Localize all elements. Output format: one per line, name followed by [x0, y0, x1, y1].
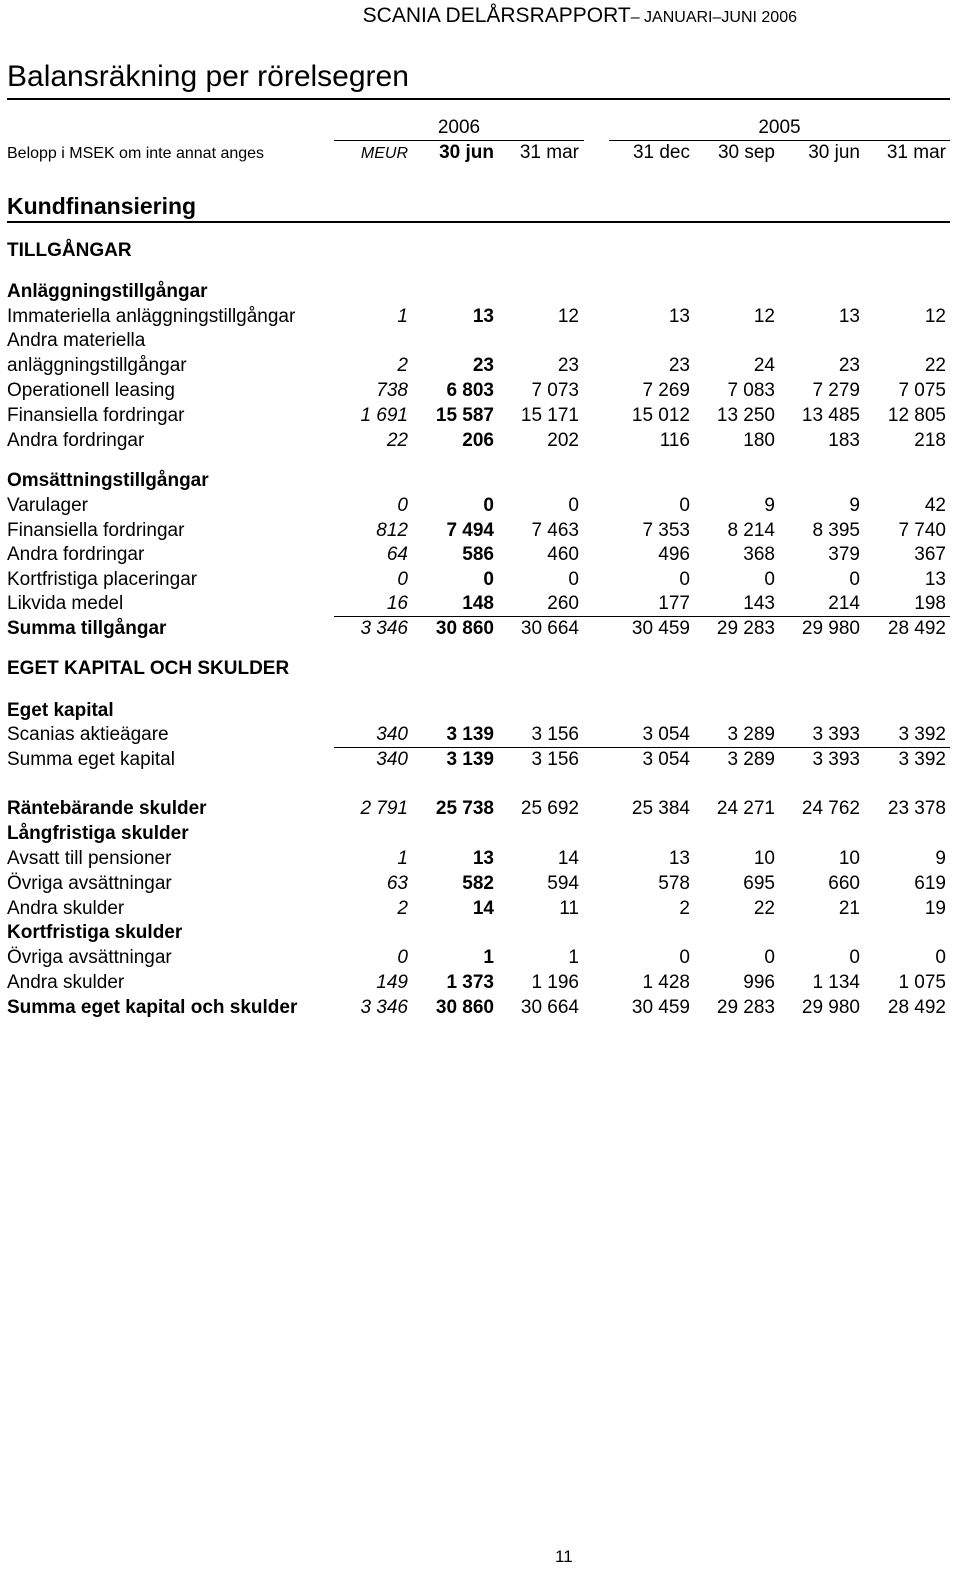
cell-value: 21 — [838, 898, 860, 919]
table-row — [0, 724, 960, 748]
cell-value: 13 — [472, 848, 494, 869]
row-label: Avsatt till pensioner — [7, 848, 172, 869]
table-row — [0, 330, 960, 354]
column-header-31mar-2005: 31 mar — [886, 142, 946, 163]
row-label: Andra fordringar — [7, 544, 145, 565]
cell-value: 0 — [849, 947, 860, 968]
cell-value: 0 — [483, 495, 494, 516]
cell-value: 7 075 — [898, 380, 946, 401]
cell-value: 3 392 — [898, 749, 946, 770]
cell-value: 183 — [828, 430, 860, 451]
cell-value: 0 — [764, 947, 775, 968]
column-header-30sep-2005: 30 sep — [717, 142, 775, 163]
row-label: Summa eget kapital — [7, 749, 175, 770]
row-label: Långfristiga skulder — [7, 823, 189, 844]
cell-value: 12 805 — [887, 405, 946, 426]
cell-value: 738 — [376, 380, 408, 401]
cell-value: 7 279 — [812, 380, 860, 401]
report-title: SCANIA DELÅRSRAPPORT — [362, 4, 631, 27]
cell-value: 0 — [679, 947, 690, 968]
column-header-30jun-2006: 30 jun — [439, 142, 494, 163]
cell-value: 3 139 — [446, 749, 494, 770]
row-label: Finansiella fordringar — [7, 520, 185, 541]
row-heading — [0, 700, 960, 724]
cell-value: 12 — [557, 306, 579, 327]
cell-value: 2 — [679, 898, 690, 919]
cell-value: 0 — [679, 495, 690, 516]
table-row — [0, 798, 960, 822]
cell-value: 660 — [828, 873, 860, 894]
cell-value: 12 — [753, 306, 775, 327]
table-row — [0, 430, 960, 454]
row-heading — [0, 470, 960, 494]
row-label: Andra materiella — [7, 330, 146, 351]
cell-value: 23 — [668, 355, 690, 376]
row-label: Immateriella anläggningstillgångar — [7, 306, 296, 327]
cell-value: 202 — [547, 430, 579, 451]
cell-value: 23 — [472, 355, 494, 376]
cell-value: 23 — [838, 355, 860, 376]
title-divider — [7, 98, 950, 100]
cell-value: 23 — [557, 355, 579, 376]
cell-value: 8 214 — [727, 520, 775, 541]
cell-value: 496 — [658, 544, 690, 565]
cell-value: 3 393 — [812, 724, 860, 745]
row-label: Omsättningstillgångar — [7, 470, 209, 491]
row-heading — [0, 823, 960, 847]
cell-value: 3 392 — [898, 724, 946, 745]
cell-value: 30 459 — [631, 997, 690, 1018]
cell-value: 3 346 — [360, 997, 408, 1018]
cell-value: 3 139 — [446, 724, 494, 745]
cell-value: 29 283 — [716, 997, 775, 1018]
cell-value: 1 — [397, 306, 408, 327]
cell-value: 0 — [397, 569, 408, 590]
cell-value: 28 492 — [887, 618, 946, 639]
cell-value: 9 — [764, 495, 775, 516]
cell-value: 619 — [914, 873, 946, 894]
cell-value: 30 860 — [435, 997, 494, 1018]
row-label: Övriga avsättningar — [7, 873, 172, 894]
cell-value: 11 — [559, 898, 579, 919]
table-row — [0, 520, 960, 544]
cell-value: 460 — [547, 544, 579, 565]
cell-value: 7 494 — [446, 520, 494, 541]
table-row — [0, 355, 960, 379]
cell-value: 340 — [376, 724, 408, 745]
column-header-meur: MEUR — [360, 145, 408, 162]
cell-value: 13 — [668, 306, 690, 327]
cell-value: 996 — [743, 972, 775, 993]
cell-value: 14 — [557, 848, 579, 869]
row-label: Finansiella fordringar — [7, 405, 185, 426]
cell-value: 1 — [397, 848, 408, 869]
year-divider-2006 — [334, 140, 584, 141]
cell-value: 15 171 — [520, 405, 579, 426]
unit-note: Belopp i MSEK om inte annat anges — [7, 145, 265, 162]
section-divider — [7, 221, 950, 223]
cell-value: 206 — [462, 430, 494, 451]
cell-value: 148 — [462, 593, 494, 614]
row-label: Summa eget kapital och skulder — [7, 997, 298, 1018]
cell-value: 116 — [659, 430, 690, 451]
year-label-2006: 2006 — [437, 117, 481, 138]
cell-value: 3 346 — [360, 618, 408, 639]
row-label: Likvida medel — [7, 593, 124, 614]
column-header-31mar-2006: 31 mar — [519, 142, 579, 163]
cell-value: 8 395 — [812, 520, 860, 541]
cell-value: 24 — [753, 355, 775, 376]
cell-value: 180 — [743, 430, 775, 451]
row-label: TILLGÅNGAR — [7, 240, 132, 261]
cell-value: 368 — [743, 544, 775, 565]
cell-value: 30 664 — [520, 997, 579, 1018]
section-title: Kundfinansiering — [7, 193, 197, 219]
cell-value: 29 980 — [801, 618, 860, 639]
row-heading — [0, 281, 960, 305]
row-heading — [0, 922, 960, 946]
table-row — [0, 380, 960, 404]
row-label: Anläggningstillgångar — [7, 281, 208, 302]
table-row — [0, 997, 960, 1021]
row-label: EGET KAPITAL OCH SKULDER — [7, 658, 290, 679]
cell-value: 812 — [376, 520, 408, 541]
cell-value: 340 — [376, 749, 408, 770]
cell-value: 149 — [376, 972, 408, 993]
cell-value: 0 — [483, 569, 494, 590]
cell-value: 1 — [568, 947, 579, 968]
cell-value: 1 373 — [446, 972, 494, 993]
row-label: Kortfristiga placeringar — [7, 569, 198, 590]
cell-value: 0 — [568, 495, 579, 516]
cell-value: 1 134 — [812, 972, 860, 993]
row-label: Kortfristiga skulder — [7, 922, 183, 943]
row-label: Summa tillgångar — [7, 618, 167, 639]
cell-value: 7 269 — [642, 380, 690, 401]
total-rule — [334, 616, 950, 617]
cell-value: 214 — [828, 593, 860, 614]
row-label: Övriga avsättningar — [7, 947, 172, 968]
row-label: Operationell leasing — [7, 380, 175, 401]
cell-value: 22 — [386, 430, 408, 451]
row-heading — [0, 658, 960, 682]
cell-value: 10 — [753, 848, 775, 869]
cell-value: 2 — [397, 898, 408, 919]
cell-value: 7 740 — [898, 520, 946, 541]
cell-value: 2 791 — [360, 798, 408, 819]
row-label: Andra fordringar — [7, 430, 145, 451]
cell-value: 42 — [924, 495, 946, 516]
cell-value: 6 803 — [446, 380, 494, 401]
cell-value: 0 — [679, 569, 690, 590]
cell-value: 13 — [924, 569, 946, 590]
cell-value: 13 — [472, 306, 494, 327]
cell-value: 1 196 — [531, 972, 579, 993]
cell-value: 143 — [743, 593, 775, 614]
cell-value: 582 — [462, 873, 494, 894]
cell-value: 15 587 — [435, 405, 494, 426]
cell-value: 3 156 — [531, 724, 579, 745]
row-label: Scanias aktieägare — [7, 724, 169, 745]
cell-value: 29 283 — [716, 618, 775, 639]
cell-value: 25 384 — [631, 798, 690, 819]
cell-value: 23 378 — [887, 798, 946, 819]
year-divider-2005 — [609, 140, 950, 141]
cell-value: 64 — [386, 544, 408, 565]
column-header-31dec-2005: 31 dec — [632, 142, 690, 163]
cell-value: 22 — [924, 355, 946, 376]
cell-value: 9 — [935, 848, 946, 869]
cell-value: 7 353 — [642, 520, 690, 541]
row-label: anläggningstillgångar — [7, 355, 187, 376]
cell-value: 3 393 — [812, 749, 860, 770]
cell-value: 3 289 — [727, 724, 775, 745]
cell-value: 0 — [397, 495, 408, 516]
row-label: Räntebärande skulder — [7, 798, 207, 819]
cell-value: 24 762 — [801, 798, 860, 819]
cell-value: 0 — [397, 947, 408, 968]
report-period: – JANUARI–JUNI 2006 — [630, 9, 797, 26]
cell-value: 7 083 — [727, 380, 775, 401]
table-row — [0, 569, 960, 593]
cell-value: 695 — [743, 873, 775, 894]
page-title: Balansräkning per rörelsegren — [7, 60, 409, 93]
cell-value: 29 980 — [801, 997, 860, 1018]
cell-value: 22 — [753, 898, 775, 919]
cell-value: 13 485 — [801, 405, 860, 426]
table-row — [0, 544, 960, 568]
row-heading — [0, 240, 960, 264]
cell-value: 15 012 — [631, 405, 690, 426]
cell-value: 586 — [462, 544, 494, 565]
cell-value: 24 271 — [716, 798, 775, 819]
cell-value: 3 054 — [642, 724, 690, 745]
table-row — [0, 972, 960, 996]
total-rule — [334, 747, 950, 748]
cell-value: 10 — [838, 848, 860, 869]
table-row — [0, 947, 960, 971]
cell-value: 578 — [658, 873, 690, 894]
cell-value: 1 428 — [642, 972, 690, 993]
row-label: Varulager — [7, 495, 88, 516]
table-row — [0, 898, 960, 922]
cell-value: 2 — [397, 355, 408, 376]
cell-value: 177 — [658, 593, 690, 614]
cell-value: 3 054 — [642, 749, 690, 770]
cell-value: 0 — [568, 569, 579, 590]
table-row — [0, 306, 960, 330]
cell-value: 260 — [547, 593, 579, 614]
cell-value: 0 — [935, 947, 946, 968]
page-number: 11 — [555, 1547, 573, 1566]
year-label-2005: 2005 — [758, 117, 801, 138]
cell-value: 9 — [849, 495, 860, 516]
cell-value: 3 156 — [531, 749, 579, 770]
cell-value: 7 463 — [531, 520, 579, 541]
cell-value: 0 — [849, 569, 860, 590]
row-label: Eget kapital — [7, 700, 114, 721]
cell-value: 7 073 — [531, 380, 579, 401]
cell-value: 13 — [668, 848, 690, 869]
table-row — [0, 848, 960, 872]
cell-value: 25 738 — [435, 798, 494, 819]
column-header-30jun-2005: 30 jun — [808, 142, 860, 163]
cell-value: 1 075 — [898, 972, 946, 993]
cell-value: 379 — [828, 544, 860, 565]
cell-value: 0 — [764, 569, 775, 590]
table-row — [0, 593, 960, 617]
cell-value: 198 — [914, 593, 946, 614]
cell-value: 1 — [483, 947, 494, 968]
report-header — [363, 4, 797, 28]
table-row — [0, 405, 960, 429]
cell-value: 28 492 — [887, 997, 946, 1018]
cell-value: 30 664 — [520, 618, 579, 639]
cell-value: 30 459 — [631, 618, 690, 639]
cell-value: 30 860 — [435, 618, 494, 639]
cell-value: 367 — [914, 544, 946, 565]
cell-value: 218 — [914, 430, 946, 451]
table-row — [0, 749, 960, 773]
cell-value: 3 289 — [727, 749, 775, 770]
table-row — [0, 495, 960, 519]
cell-value: 13 — [838, 306, 860, 327]
cell-value: 1 691 — [360, 405, 408, 426]
cell-value: 12 — [924, 306, 946, 327]
cell-value: 14 — [472, 898, 494, 919]
cell-value: 13 250 — [716, 405, 775, 426]
cell-value: 16 — [386, 593, 408, 614]
cell-value: 25 692 — [520, 798, 579, 819]
row-label: Andra skulder — [7, 898, 125, 919]
cell-value: 594 — [547, 873, 579, 894]
row-label: Andra skulder — [7, 972, 125, 993]
cell-value: 63 — [386, 873, 408, 894]
table-row — [0, 618, 960, 642]
cell-value: 19 — [924, 898, 946, 919]
table-row — [0, 873, 960, 897]
